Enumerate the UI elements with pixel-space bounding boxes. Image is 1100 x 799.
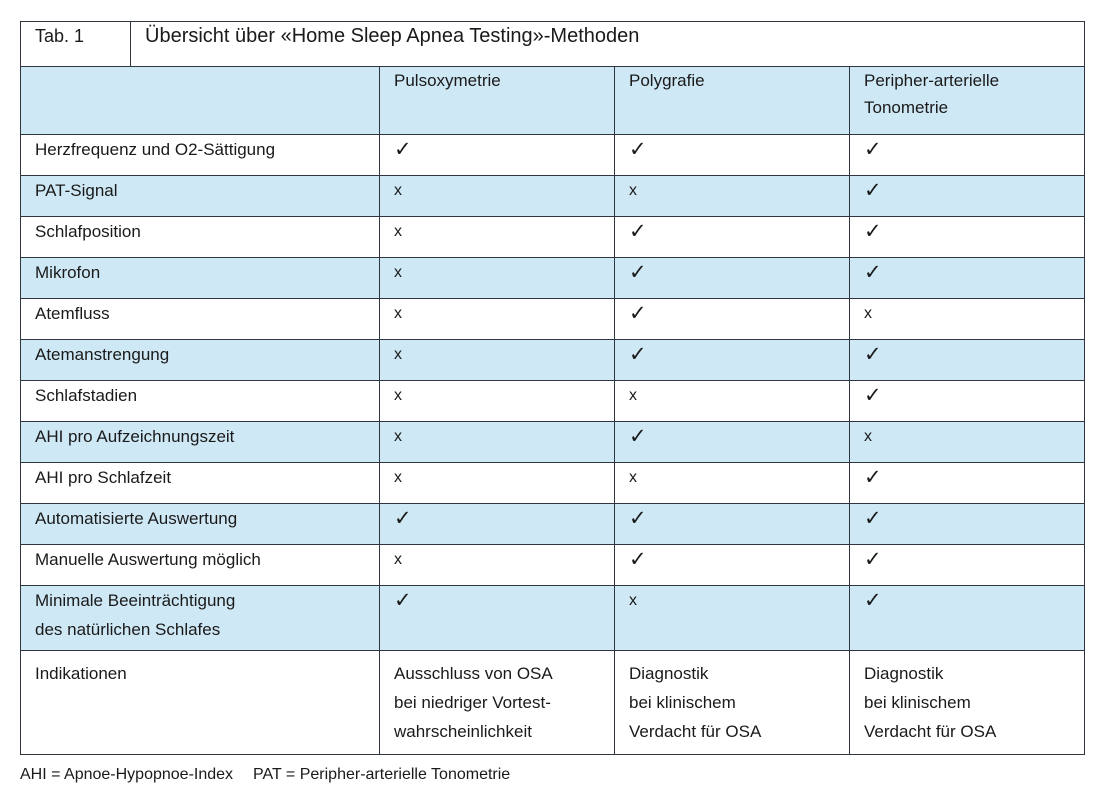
table-row xyxy=(21,545,1085,586)
indication-cell xyxy=(615,651,850,755)
indication-line: bei klinischem xyxy=(629,693,736,712)
column-header-pat: Peripher-arterielle Tonometrie xyxy=(850,67,1085,135)
check-mark: ✓ xyxy=(615,217,850,258)
cross-mark: x xyxy=(850,299,1085,340)
check-mark: ✓ xyxy=(850,217,1085,258)
cross-mark: x xyxy=(380,545,615,586)
table-row xyxy=(21,258,1085,299)
check-mark: ✓ xyxy=(380,504,615,545)
cross-mark: x xyxy=(615,463,850,504)
table-row xyxy=(21,135,1085,176)
indication-cell xyxy=(380,651,615,755)
cross-mark: x xyxy=(380,299,615,340)
indications-label: Indikationen xyxy=(21,651,380,755)
table-number: Tab. 1 xyxy=(21,22,131,67)
row-label: Atemanstrengung xyxy=(21,340,380,381)
row-label: Atemfluss xyxy=(21,299,380,340)
hst-methods-table xyxy=(20,21,1085,755)
row-label: Manuelle Auswertung möglich xyxy=(21,545,380,586)
row-label: AHI pro Aufzeichnungszeit xyxy=(21,422,380,463)
check-mark: ✓ xyxy=(615,422,850,463)
table-row xyxy=(21,586,1085,651)
indication-cell xyxy=(850,651,1085,755)
row-label: PAT-Signal xyxy=(21,176,380,217)
check-mark: ✓ xyxy=(615,545,850,586)
cross-mark: x xyxy=(380,381,615,422)
table-row xyxy=(21,422,1085,463)
check-mark: ✓ xyxy=(850,463,1085,504)
table-row xyxy=(21,299,1085,340)
cross-mark: x xyxy=(380,217,615,258)
indication-line: bei klinischem xyxy=(864,693,971,712)
row-label: Schlafposition xyxy=(21,217,380,258)
check-mark: ✓ xyxy=(615,258,850,299)
check-mark: ✓ xyxy=(380,586,615,651)
check-mark: ✓ xyxy=(850,135,1085,176)
cross-mark: x xyxy=(380,176,615,217)
row-label xyxy=(21,586,380,651)
cross-mark: x xyxy=(615,381,850,422)
check-mark: ✓ xyxy=(615,135,850,176)
table-title: Übersicht über «Home Sleep Apnea Testing»-Methoden xyxy=(131,22,1085,67)
row-label: Schlafstadien xyxy=(21,381,380,422)
table-row xyxy=(21,381,1085,422)
check-mark: ✓ xyxy=(850,586,1085,651)
check-mark: ✓ xyxy=(615,504,850,545)
table-row xyxy=(21,217,1085,258)
table-title-row xyxy=(21,22,1085,67)
table-row xyxy=(21,463,1085,504)
cross-mark: x xyxy=(380,422,615,463)
footnote-ahi: AHI = Apnoe-Hypopnoe-Index xyxy=(20,766,234,783)
column-header-row xyxy=(21,67,1085,135)
cross-mark: x xyxy=(615,176,850,217)
check-mark: ✓ xyxy=(850,504,1085,545)
table-row xyxy=(21,340,1085,381)
check-mark: ✓ xyxy=(850,381,1085,422)
check-mark: ✓ xyxy=(850,340,1085,381)
indication-line: Ausschluss von OSA xyxy=(394,664,553,683)
cross-mark: x xyxy=(380,463,615,504)
row-label: Automatisierte Auswertung xyxy=(21,504,380,545)
table-row xyxy=(21,176,1085,217)
cross-mark: x xyxy=(850,422,1085,463)
indication-line: Verdacht für OSA xyxy=(629,722,762,741)
row-label: Mikrofon xyxy=(21,258,380,299)
cross-mark: x xyxy=(380,340,615,381)
table-body xyxy=(21,22,1085,755)
row-label: Herzfrequenz und O2-Sättigung xyxy=(21,135,380,176)
footnote xyxy=(20,766,510,784)
check-mark: ✓ xyxy=(615,340,850,381)
indications-row xyxy=(21,651,1085,755)
row-label-line: des natürlichen Schlafes xyxy=(35,620,221,639)
cross-mark: x xyxy=(615,586,850,651)
footnote-pat: PAT = Peripher-arterielle Tonometrie xyxy=(253,766,511,783)
check-mark: ✓ xyxy=(615,299,850,340)
check-mark: ✓ xyxy=(850,545,1085,586)
row-label: AHI pro Schlafzeit xyxy=(21,463,380,504)
indication-line: Verdacht für OSA xyxy=(864,722,997,741)
indication-line: Diagnostik xyxy=(864,664,944,683)
indication-line: Diagnostik xyxy=(629,664,709,683)
check-mark: ✓ xyxy=(850,258,1085,299)
header-corner-cell xyxy=(21,67,380,135)
column-header-pulsoxymetrie: Pulsoxymetrie xyxy=(380,67,615,135)
cross-mark: x xyxy=(380,258,615,299)
column-header-polygrafie: Polygrafie xyxy=(615,67,850,135)
indication-line: wahrscheinlichkeit xyxy=(394,722,532,741)
row-label-line: Minimale Beeinträchtigung xyxy=(35,591,236,610)
check-mark: ✓ xyxy=(850,176,1085,217)
table-row xyxy=(21,504,1085,545)
check-mark: ✓ xyxy=(380,135,615,176)
indication-line: bei niedriger Vortest- xyxy=(394,693,551,712)
